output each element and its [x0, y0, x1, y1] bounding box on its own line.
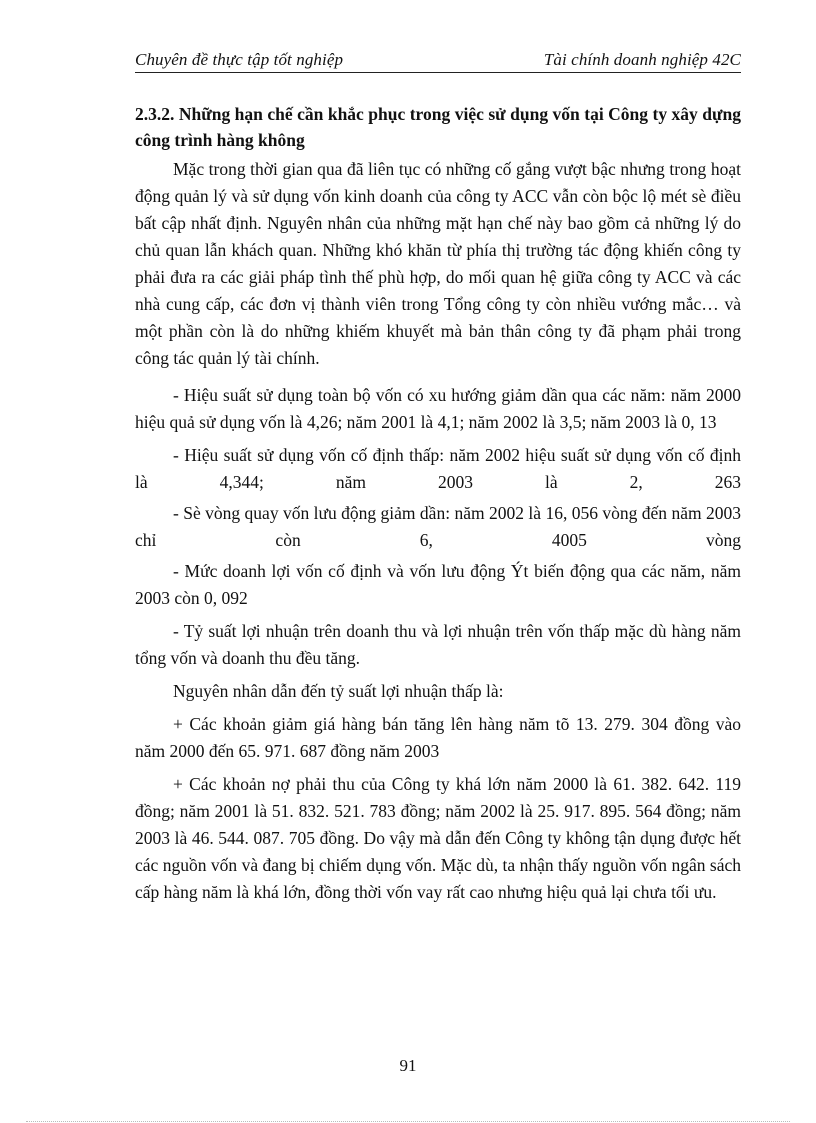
- section-heading: 2.3.2. Những hạn chế cần khắc phục trong việc sử dụng vốn tại Công ty xây dựng công trình hàng không: [135, 104, 741, 150]
- page-body: [135, 101, 741, 912]
- page-header: [135, 46, 741, 73]
- paragraph-bullet-working-capital-turnover: - Sè vòng quay vốn lưu động giảm dần: năm 2002 là 16, 056 vòng đến năm 2003 chỉ còn 6, 4005 vòng: [135, 503, 741, 550]
- paragraph-bullet-profitability: - Mức doanh lợi vốn cố định và vốn lưu động Ýt biến động qua các năm, năm 2003 còn 0, 092: [135, 561, 741, 608]
- paragraph-causes-intro: Nguyên nhân dẫn đến tỷ suất lợi nhuận thấp là:: [173, 681, 504, 701]
- paragraph-bullet-profit-margin: - Tỷ suất lợi nhuận trên doanh thu và lợi nhuận trên vốn thấp mặc dù hàng năm tổng vốn và doanh thu đều tăng.: [135, 621, 741, 668]
- paragraph-intro: Mặc trong thời gian qua đã liên tục có những cố gắng vượt bậc nhưng trong hoạt động quản lý và sử dụng vốn kinh doanh của công ty ACC vẫn còn bộc lộ mét sè điều bất cập nhất định. Nguyên nhân của những mặt hạn chế này bao gồm cả những lý do chủ quan lẫn khách quan. Những khó khăn từ phía thị trường tác động khiến công ty phải đưa ra các giải pháp tình thế phù hợp, do mối quan hệ giữa công ty ACC và các nhà cung cấp, các đơn vị thành viên trong Tổng công ty còn nhiều vướng mắc… và một phần còn là do những khiếm khuyết mà bản thân công ty đã phạm phải trong công tác quản lý tài chính.: [135, 159, 741, 368]
- paragraph-cause-discounts: + Các khoản giảm giá hàng bán tăng lên hàng năm tõ 13. 279. 304 đồng vào năm 2000 đến 65. 971. 687 đồng năm 2003: [135, 714, 741, 761]
- page-number: 91: [399, 1056, 417, 1075]
- header-document-title: Chuyên đề thực tập tốt nghiệp: [135, 50, 344, 69]
- paragraph-bullet-fixed-capital: - Hiệu suất sử dụng vốn cố định thấp: năm 2002 hiệu suất sử dụng vốn cố định là 4,344; năm 2003 là 2, 263: [135, 445, 741, 492]
- paragraph-cause-receivables: + Các khoản nợ phải thu của Công ty khá lớn năm 2000 là 61. 382. 642. 119 đồng; năm 2001 là 51. 832. 521. 783 đồng; năm 2002 là 25. 917. 895. 564 đồng; năm 2003 là 46. 544. 087. 705 đồng. Do vậy mà dẫn đến Công ty không tận dụng được hết các nguồn vốn và đang bị chiếm dụng vốn. Mặc dù, ta nhận thấy nguồn vốn ngân sách cấp hàng năm là khá lớn, đồng thời vốn vay rất cao nhưng hiệu quả lại chưa tối ưu.: [135, 774, 741, 902]
- paragraph-bullet-total-capital: - Hiệu suất sử dụng toàn bộ vốn có xu hướng giảm dần qua các năm: năm 2000 hiệu quả sử dụng vốn là 4,26; năm 2001 là 4,1; năm 2002 là 3,5; năm 2003 là 0, 13: [135, 385, 741, 432]
- footer-divider: [26, 1121, 790, 1122]
- header-course-title: Tài chính doanh nghiệp 42C: [543, 50, 741, 69]
